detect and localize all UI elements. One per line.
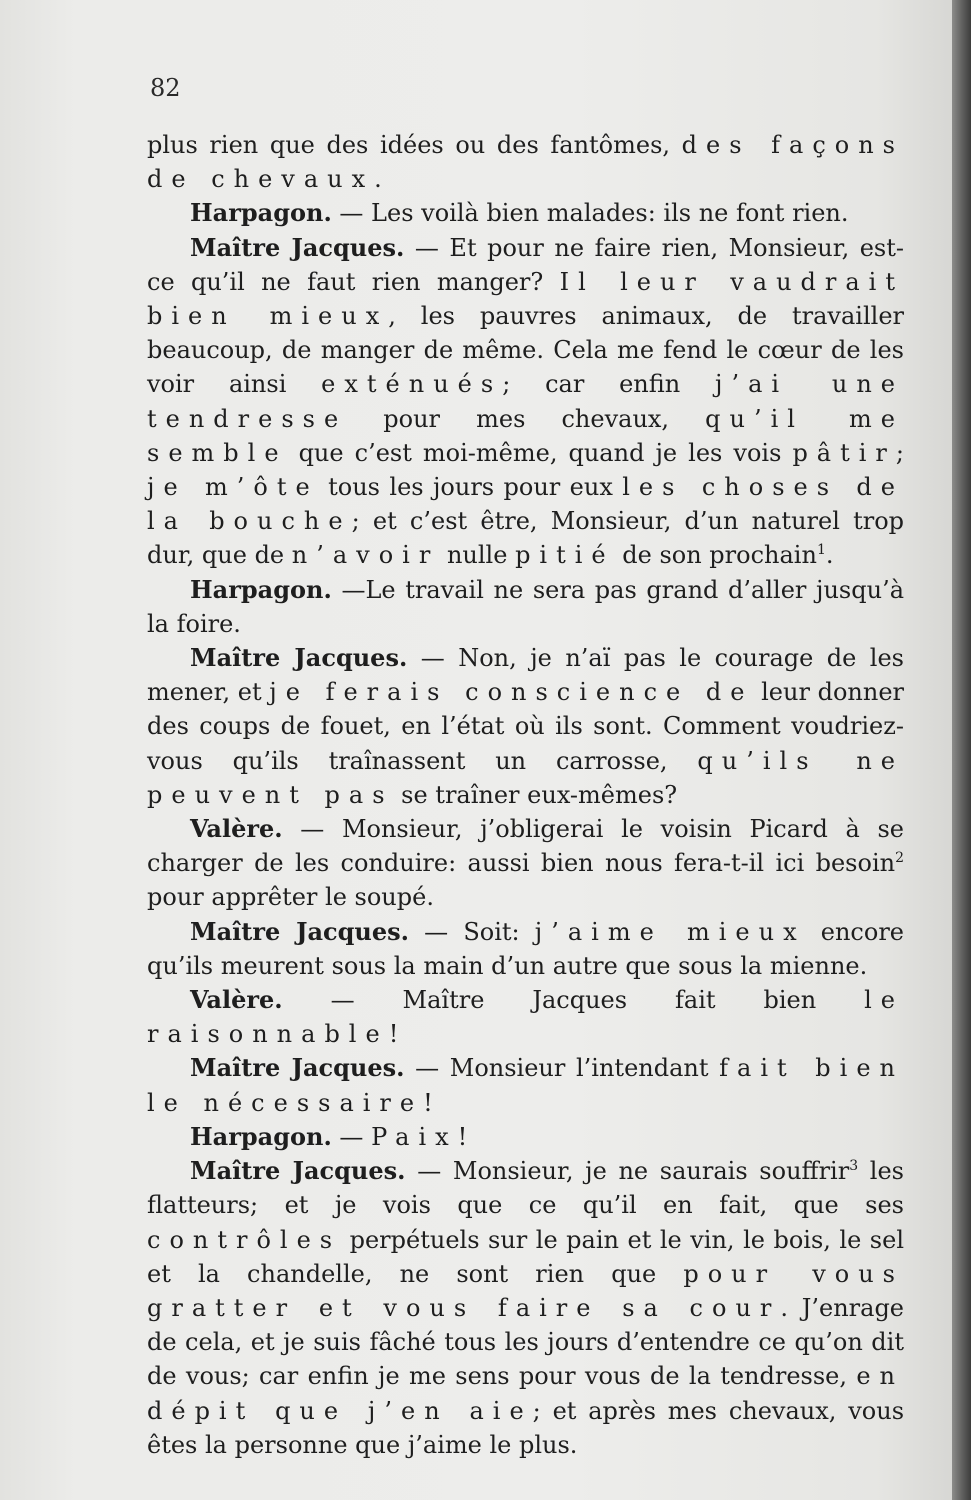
speaker-name: Maître Jacques. — [190, 1053, 405, 1083]
speaker-name: Harpagon. — [190, 1121, 332, 1151]
text-run: ; car enfin — [502, 370, 716, 399]
text-run: . J’enrage de cela, et je suis fâché tous les jours d’entendre ce qu’on dit de vous; car enfin je me sens pour vous de la tendresse, — [147, 1293, 905, 1391]
emphasized-text: qu’ils ne peuvent pas — [147, 746, 904, 809]
text-run: de son prochain — [614, 541, 817, 570]
dialogue-paragraph — [147, 196, 904, 230]
dialogue-paragraph — [147, 128, 904, 196]
emphasized-text: fait bien le nécessaire — [147, 1054, 905, 1117]
text-run: — Maître Jacques fait bien — [282, 986, 865, 1015]
speaker-name: Harpagon. — [190, 198, 332, 228]
text-run: ! — [423, 1088, 433, 1117]
text-run: encore qu’ils meurent sous la main d’un autre que sous la mienne. — [147, 917, 904, 980]
text-run: ; et après mes chevaux, vous êtes la personne que j’aime le plus. — [147, 1396, 905, 1459]
text-run: — — [331, 1122, 372, 1151]
dialogue-paragraph — [147, 812, 904, 915]
footnote-marker: 1 — [816, 542, 826, 559]
text-run: ! — [388, 1020, 399, 1049]
text-run: . — [374, 165, 382, 194]
text-run: ! — [457, 1122, 468, 1151]
text-run: — Non, je n’aï pas le courage de les mener, et — [147, 644, 904, 707]
page-binding-edge — [952, 0, 971, 1500]
text-run: — Monsieur, j’obligerai le voisin Picard à se charger de les conduire: aussi bien nous fera-t-il ici besoin — [147, 815, 904, 878]
emphasized-text: pour vous gratter et vous faire sa cour — [147, 1259, 904, 1322]
text-run: , les pauvres animaux, de travailler beaucoup, de manger de même. Cela me fend le cœur de les voir ainsi — [147, 302, 904, 399]
dialogue-paragraph — [147, 1051, 904, 1119]
dialogue-paragraph — [147, 915, 904, 983]
dialogue-paragraph — [147, 573, 904, 641]
page-number: 82 — [150, 74, 181, 102]
emphasized-text: n’avoir — [291, 541, 440, 570]
emphasized-text: Paix — [371, 1122, 458, 1151]
text-run: ; — [895, 438, 904, 467]
emphasized-text: pâtir — [792, 438, 896, 467]
text-run: plus rien que des idées ou des fantômes, — [147, 131, 682, 159]
emphasized-text: je ferais conscience de — [269, 678, 754, 707]
text-run: perpétuels sur le pain et le vin, le bois, le sel et la chandelle, ne sont rien que — [147, 1225, 904, 1288]
text-run: — Soit: — [409, 917, 535, 946]
speaker-name: Harpagon. — [190, 574, 332, 604]
footnote-marker: 2 — [895, 850, 904, 867]
speaker-name: Maître Jacques. — [190, 232, 405, 262]
footnote-marker: 3 — [849, 1158, 859, 1175]
emphasized-text: je m’ôte — [147, 473, 319, 502]
text-run: —Le travail ne sera pas grand d’aller jusqu’à la foire. — [147, 575, 904, 638]
dialogue-paragraph — [147, 1154, 904, 1462]
emphasized-text: exténués — [321, 370, 503, 399]
text-run: pour apprêter le soupé. — [147, 883, 434, 912]
text-run: se traîner eux-mêmes? — [393, 780, 678, 809]
emphasized-text: j’ai une tendresse — [147, 370, 904, 433]
text-run: que c’est moi-même, quand je les vois — [287, 438, 793, 467]
emphasized-text: le raisonnable — [147, 986, 904, 1049]
speaker-name: Maître Jacques. — [190, 916, 410, 946]
text-run: ; et c’est être, Monsieur, d’un naturel trop dur, que de — [147, 507, 905, 570]
dialogue-paragraph — [147, 231, 904, 573]
emphasized-text: qu’il me semble — [147, 404, 905, 467]
text-run: les flatteurs; et je vois que ce qu’il en fait, que ses — [147, 1157, 904, 1220]
emphasized-text: j’aime mieux — [534, 917, 806, 946]
speaker-name: Valère. — [190, 985, 283, 1015]
text-run: nulle — [439, 541, 516, 570]
text-run: — Les voilà bien malades: ils ne font rien. — [331, 199, 849, 228]
emphasized-text: des façons de chevaux — [147, 131, 904, 194]
text-run: — Monsieur, je ne saurais souffrir — [405, 1157, 850, 1186]
speaker-name: Maître Jacques. — [190, 643, 408, 673]
text-run: pour mes chevaux, — [347, 404, 706, 433]
speaker-name: Maître Jacques. — [190, 1156, 406, 1186]
emphasized-text: Il leur vaudrait bien mieux — [147, 267, 904, 331]
dialogue-paragraph — [147, 1120, 904, 1154]
speaker-name: Valère. — [190, 814, 283, 844]
text-run: — Monsieur l’intendant — [404, 1054, 720, 1083]
emphasized-text: les choses de la bouche — [147, 473, 904, 536]
emphasized-text: contrôles — [147, 1225, 342, 1254]
emphasized-text: en dépit que j’en aie — [147, 1362, 904, 1425]
dialogue-paragraph — [147, 641, 904, 812]
text-run: tous les jours pour eux — [318, 473, 623, 502]
text-run: — Et pour ne faire rien, Monsieur, est-ce qu’il ne faut rien manger? — [147, 233, 904, 296]
text-run: leur donner des coups de fouet, en l’état où ils sont. Comment voudriez-vous qu’ils traînassent un carrosse, — [147, 678, 905, 775]
text-run: . — [825, 541, 834, 570]
dialogue-paragraph — [147, 983, 904, 1051]
dialogue-text — [147, 128, 904, 1462]
emphasized-text: pitié — [515, 541, 615, 570]
